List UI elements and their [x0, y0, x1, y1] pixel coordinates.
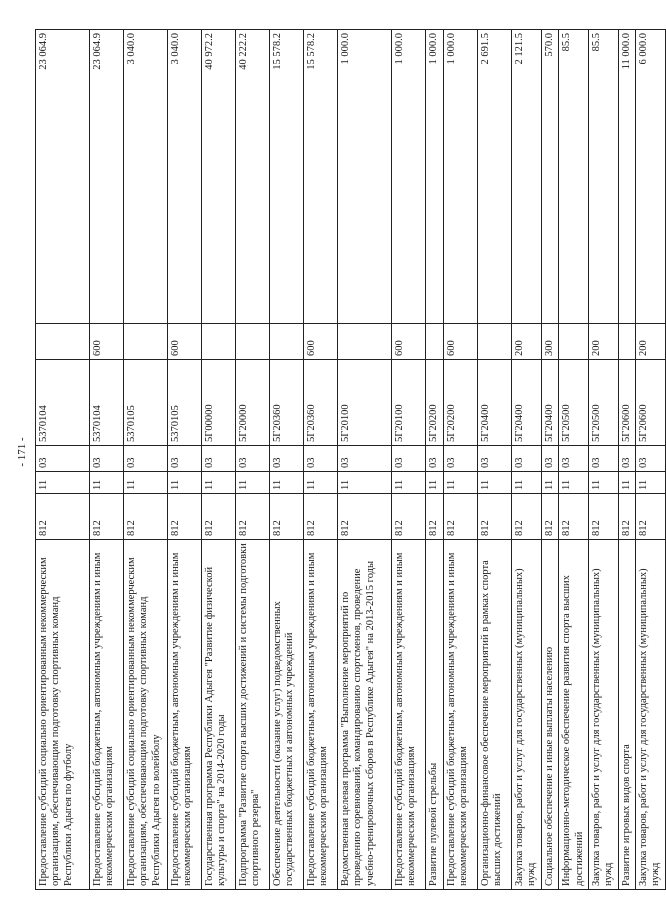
amount-cell: 15 578.2 [304, 30, 338, 324]
expense-type-cell: 300 [541, 324, 558, 360]
expense-type-cell: 600 [304, 324, 338, 360]
row-name-cell: Развитие игровых видов спорта [618, 540, 635, 890]
section-code-cell: 11 [636, 472, 666, 494]
expense-type-cell: 600 [444, 324, 478, 360]
ministry-code-cell: 812 [392, 494, 426, 540]
expense-type-cell [270, 324, 304, 360]
subsection-code-cell: 03 [444, 446, 478, 472]
table-row [636, 30, 666, 890]
table-row [478, 30, 512, 890]
amount-cell: 23 064.9 [36, 30, 90, 324]
amount-cell: 11 000.0 [618, 30, 635, 324]
target-article-cell: 5Г20400 [478, 360, 512, 446]
target-article-cell: 5Г20200 [426, 360, 444, 446]
section-code-cell: 11 [541, 472, 558, 494]
target-article-cell: 5Г20500 [588, 360, 618, 446]
ministry-code-cell: 812 [90, 494, 124, 540]
subsection-code-cell: 03 [270, 446, 304, 472]
subsection-code-cell: 03 [426, 446, 444, 472]
row-name-cell: Закупка товаров, работ и услуг для государственных (муниципальных) нужд [636, 540, 666, 890]
table-row [392, 30, 426, 890]
row-name-cell: Подпрограмма "Развитие спорта высших достижений и системы подготовки спортивного резерва" [236, 540, 270, 890]
expense-type-cell [202, 324, 236, 360]
row-name-cell: Организационно-финансовое обеспечение мероприятий в рамках спорта высших достижений [478, 540, 512, 890]
target-article-cell: 5370105 [168, 360, 202, 446]
amount-cell: 1 000.0 [444, 30, 478, 324]
target-article-cell: 5Г20100 [338, 360, 392, 446]
expense-type-cell: 600 [168, 324, 202, 360]
table-row [202, 30, 236, 890]
section-code-cell: 11 [202, 472, 236, 494]
ministry-code-cell: 812 [202, 494, 236, 540]
expense-type-cell [236, 324, 270, 360]
target-article-cell: 5Г20100 [392, 360, 426, 446]
table-row [304, 30, 338, 890]
target-article-cell: 5Г00000 [202, 360, 236, 446]
ministry-code-cell: 812 [270, 494, 304, 540]
ministry-code-cell: 812 [541, 494, 558, 540]
table-row [588, 30, 618, 890]
amount-cell: 15 578.2 [270, 30, 304, 324]
target-article-cell: 5Г20500 [559, 360, 589, 446]
row-name-cell: Социальное обеспечение и иные выплаты населению [541, 540, 558, 890]
row-name-cell: Предоставление субсидий бюджетным, автономным учреждениям и иным некоммерческим организациям [444, 540, 478, 890]
section-code-cell: 11 [168, 472, 202, 494]
amount-cell: 23 064.9 [90, 30, 124, 324]
ministry-code-cell: 812 [618, 494, 635, 540]
table-row [444, 30, 478, 890]
target-article-cell: 5Г20200 [444, 360, 478, 446]
row-name-cell: Предоставление субсидий бюджетным, автономным учреждениям и иным некоммерческим организациям [90, 540, 124, 890]
row-name-cell: Предоставление субсидий социально ориентированным некоммерческим организациям, обеспечивающим подготовку спортивных команд Республики Адыгея по волейболу [124, 540, 168, 890]
expense-type-cell: 200 [636, 324, 666, 360]
expense-type-cell: 200 [512, 324, 542, 360]
table-row [90, 30, 124, 890]
target-article-cell: 5370104 [36, 360, 90, 446]
table-row [36, 30, 90, 890]
expense-type-cell [478, 324, 512, 360]
budget-table [35, 29, 666, 890]
subsection-code-cell: 03 [588, 446, 618, 472]
target-article-cell: 5Г20360 [270, 360, 304, 446]
expense-type-cell [426, 324, 444, 360]
rotated-table-wrapper [35, 30, 662, 890]
amount-cell: 3 040.0 [124, 30, 168, 324]
page-number: - 171 - [16, 437, 28, 467]
amount-cell: 40 972.2 [202, 30, 236, 324]
expense-type-cell: 600 [392, 324, 426, 360]
subsection-code-cell: 03 [478, 446, 512, 472]
target-article-cell: 5Г20360 [304, 360, 338, 446]
section-code-cell: 11 [444, 472, 478, 494]
section-code-cell: 11 [392, 472, 426, 494]
ministry-code-cell: 812 [304, 494, 338, 540]
section-code-cell: 11 [618, 472, 635, 494]
subsection-code-cell: 03 [124, 446, 168, 472]
section-code-cell: 11 [338, 472, 392, 494]
ministry-code-cell: 812 [559, 494, 589, 540]
ministry-code-cell: 812 [36, 494, 90, 540]
row-name-cell: Ведомственная целевая программа "Выполнение мероприятий по проведению соревнований, командированию спортсменов, проведение учебно-тренировочных сборов в Республике Адыгея" на 2013-2015 годы [338, 540, 392, 890]
table-row [124, 30, 168, 890]
row-name-cell: Закупка товаров, работ и услуг для государственных (муниципальных) нужд [512, 540, 542, 890]
ministry-code-cell: 812 [236, 494, 270, 540]
subsection-code-cell: 03 [304, 446, 338, 472]
expense-type-cell [36, 324, 90, 360]
row-name-cell: Предоставление субсидий бюджетным, автономным учреждениям и иным некоммерческим организациям [304, 540, 338, 890]
subsection-code-cell: 03 [168, 446, 202, 472]
subsection-code-cell: 03 [338, 446, 392, 472]
subsection-code-cell: 03 [636, 446, 666, 472]
target-article-cell: 5Г20400 [512, 360, 542, 446]
table-row [270, 30, 304, 890]
amount-cell: 3 040.0 [168, 30, 202, 324]
ministry-code-cell: 812 [168, 494, 202, 540]
amount-cell: 2 121.5 [512, 30, 542, 324]
expense-type-cell [618, 324, 635, 360]
section-code-cell: 11 [36, 472, 90, 494]
section-code-cell: 11 [478, 472, 512, 494]
row-name-cell: Информационно-методическое обеспечение развития спорта высших достижений [559, 540, 589, 890]
ministry-code-cell: 812 [338, 494, 392, 540]
subsection-code-cell: 03 [512, 446, 542, 472]
amount-cell: 1 000.0 [338, 30, 392, 324]
table-row [236, 30, 270, 890]
ministry-code-cell: 812 [636, 494, 666, 540]
section-code-cell: 11 [559, 472, 589, 494]
ministry-code-cell: 812 [512, 494, 542, 540]
subsection-code-cell: 03 [236, 446, 270, 472]
row-name-cell: Предоставление субсидий бюджетным, автономным учреждениям и иным некоммерческим организациям [392, 540, 426, 890]
row-name-cell: Предоставление субсидий социально ориентированным некоммерческим организациям, обеспечивающим подготовку спортивных команд Республики Адыгея по футболу [36, 540, 90, 890]
target-article-cell: 5Г20600 [636, 360, 666, 446]
section-code-cell: 11 [124, 472, 168, 494]
amount-cell: 1 000.0 [392, 30, 426, 324]
subsection-code-cell: 03 [36, 446, 90, 472]
expense-type-cell [124, 324, 168, 360]
ministry-code-cell: 812 [588, 494, 618, 540]
target-article-cell: 5Г20600 [618, 360, 635, 446]
amount-cell: 570.0 [541, 30, 558, 324]
amount-cell: 6 000.0 [636, 30, 666, 324]
expense-type-cell: 600 [90, 324, 124, 360]
section-code-cell: 11 [426, 472, 444, 494]
subsection-code-cell: 03 [559, 446, 589, 472]
ministry-code-cell: 812 [478, 494, 512, 540]
section-code-cell: 11 [236, 472, 270, 494]
target-article-cell: 5370104 [90, 360, 124, 446]
section-code-cell: 11 [90, 472, 124, 494]
expense-type-cell [338, 324, 392, 360]
expense-type-cell: 200 [588, 324, 618, 360]
amount-cell: 2 691.5 [478, 30, 512, 324]
target-article-cell: 5Г20000 [236, 360, 270, 446]
amount-cell: 1 000.0 [426, 30, 444, 324]
section-code-cell: 11 [512, 472, 542, 494]
ministry-code-cell: 812 [124, 494, 168, 540]
ministry-code-cell: 812 [444, 494, 478, 540]
subsection-code-cell: 03 [202, 446, 236, 472]
amount-cell: 40 222.2 [236, 30, 270, 324]
amount-cell: 85.5 [559, 30, 589, 324]
row-name-cell: Государственная программа Республики Адыгея "Развитие физической культуры и спорта" на 2014-2020 годы [202, 540, 236, 890]
subsection-code-cell: 03 [618, 446, 635, 472]
table-row [168, 30, 202, 890]
row-name-cell: Развитие пулевой стрельбы [426, 540, 444, 890]
table-row [541, 30, 558, 890]
row-name-cell: Обеспечение деятельности (оказание услуг) подведомственных государственных бюджетных и автономных учреждений [270, 540, 304, 890]
ministry-code-cell: 812 [426, 494, 444, 540]
section-code-cell: 11 [304, 472, 338, 494]
subsection-code-cell: 03 [392, 446, 426, 472]
subsection-code-cell: 03 [541, 446, 558, 472]
table-row [618, 30, 635, 890]
table-row [512, 30, 542, 890]
amount-cell: 85.5 [588, 30, 618, 324]
expense-type-cell [559, 324, 589, 360]
subsection-code-cell: 03 [90, 446, 124, 472]
row-name-cell: Закупка товаров, работ и услуг для государственных (муниципальных) нужд [588, 540, 618, 890]
target-article-cell: 5Г20400 [541, 360, 558, 446]
row-name-cell: Предоставление субсидий бюджетным, автономным учреждениям и иным некоммерческим организациям [168, 540, 202, 890]
section-code-cell: 11 [588, 472, 618, 494]
table-row [559, 30, 589, 890]
table-row [338, 30, 392, 890]
section-code-cell: 11 [270, 472, 304, 494]
budget-table-body [36, 30, 666, 890]
table-row [426, 30, 444, 890]
target-article-cell: 5370105 [124, 360, 168, 446]
